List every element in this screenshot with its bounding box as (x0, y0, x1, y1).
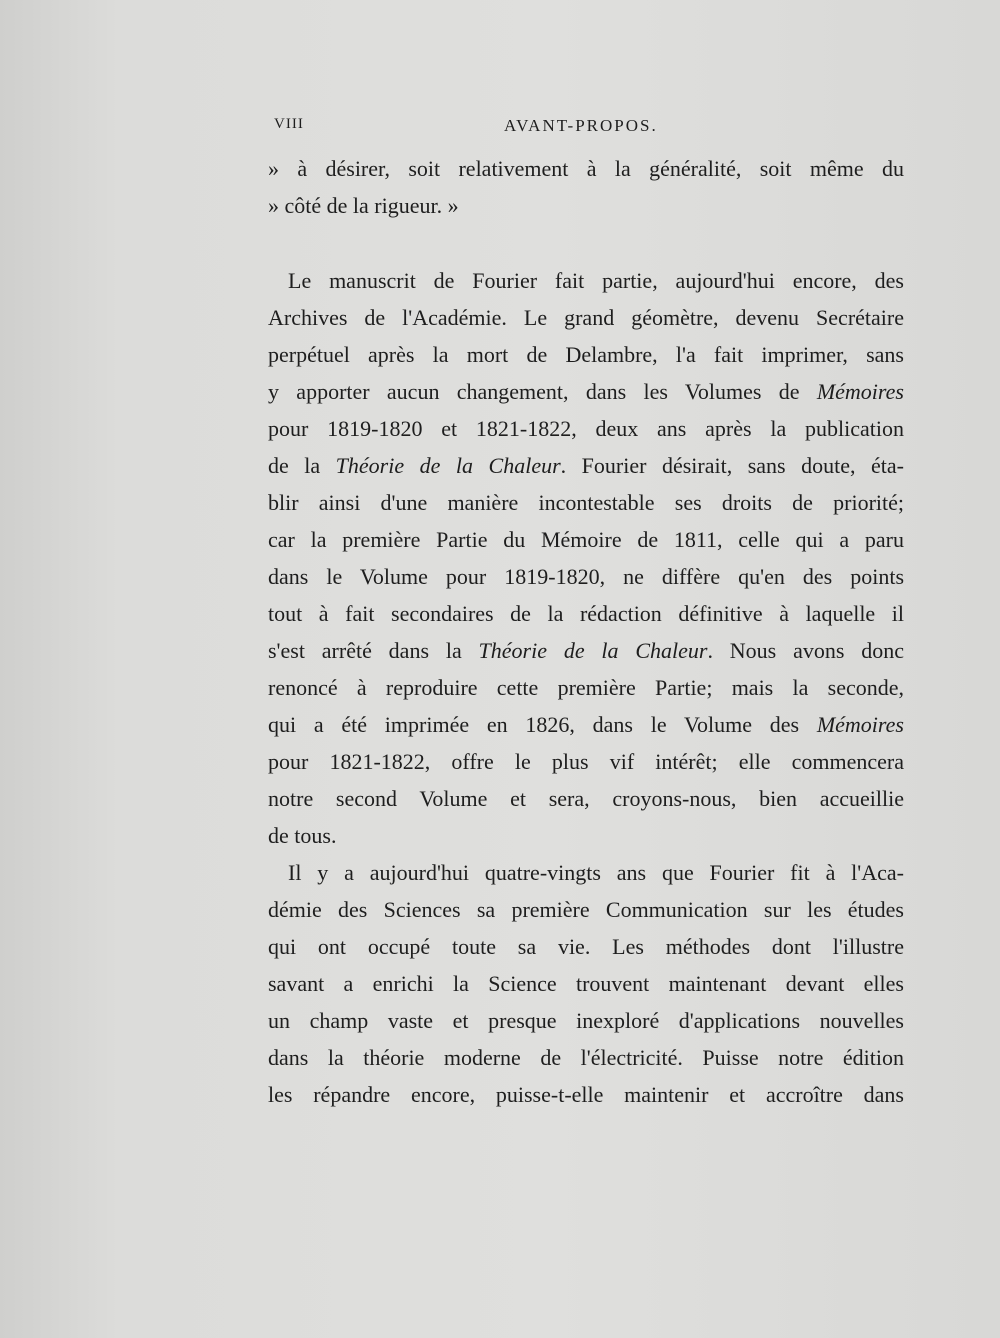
text-line: les répandre encore, puisse-t-elle maintenir et accroître dans (268, 1082, 904, 1107)
text-line: démie des Sciences sa première Communication sur les études (268, 897, 904, 922)
text-line: savant a enrichi la Science trouvent maintenant devant elles (268, 971, 904, 996)
page-header (274, 116, 904, 142)
text-line: » côté de la rigueur. » (268, 193, 459, 218)
text-line: de la Théorie de la Chaleur. Fourier désirait, sans doute, éta- (268, 453, 904, 478)
text-line: s'est arrêté dans la Théorie de la Chaleur. Nous avons donc (268, 638, 904, 663)
text-line: Le manuscrit de Fourier fait partie, aujourd'hui encore, des (288, 268, 904, 293)
text-line: Il y a aujourd'hui quatre-vingts ans que Fourier fit à l'Aca- (288, 860, 904, 885)
paragraph (268, 854, 904, 1113)
text-line: perpétuel après la mort de Delambre, l'a fait imprimer, sans (268, 342, 904, 367)
text-line: qui a été imprimée en 1826, dans le Volume des Mémoires (268, 712, 904, 737)
text-line: qui ont occupé toute sa vie. Les méthodes dont l'illustre (268, 934, 904, 959)
text-line: tout à fait secondaires de la rédaction définitive à laquelle il (268, 601, 904, 626)
body-text (268, 150, 904, 1113)
text-line: pour 1821-1822, offre le plus vif intérêt; elle commencera (268, 749, 904, 774)
text-line: dans la théorie moderne de l'électricité. Puisse notre édition (268, 1045, 904, 1070)
paragraph (268, 150, 904, 224)
text-line: dans le Volume pour 1819-1820, ne diffère qu'en des points (268, 564, 904, 589)
text-line: » à désirer, soit relativement à la généralité, soit même du (268, 156, 904, 181)
text-line: blir ainsi d'une manière incontestable ses droits de priorité; (268, 490, 904, 515)
text-line: notre second Volume et sera, croyons-nous, bien accueillie (268, 786, 904, 811)
text-line: y apporter aucun changement, dans les Volumes de Mémoires (268, 379, 904, 404)
paragraph (268, 262, 904, 854)
text-line: un champ vaste et presque inexploré d'applications nouvelles (268, 1008, 904, 1033)
text-line: pour 1819-1820 et 1821-1822, deux ans après la publication (268, 416, 904, 441)
page-number: VIII (274, 116, 304, 132)
running-title: AVANT-PROPOS. (504, 116, 658, 135)
text-line: renoncé à reproduire cette première Partie; mais la seconde, (268, 675, 904, 700)
text-line: Archives de l'Académie. Le grand géomètre, devenu Secrétaire (268, 305, 904, 330)
text-line: car la première Partie du Mémoire de 1811, celle qui a paru (268, 527, 904, 552)
text-line: de tous. (268, 823, 337, 848)
